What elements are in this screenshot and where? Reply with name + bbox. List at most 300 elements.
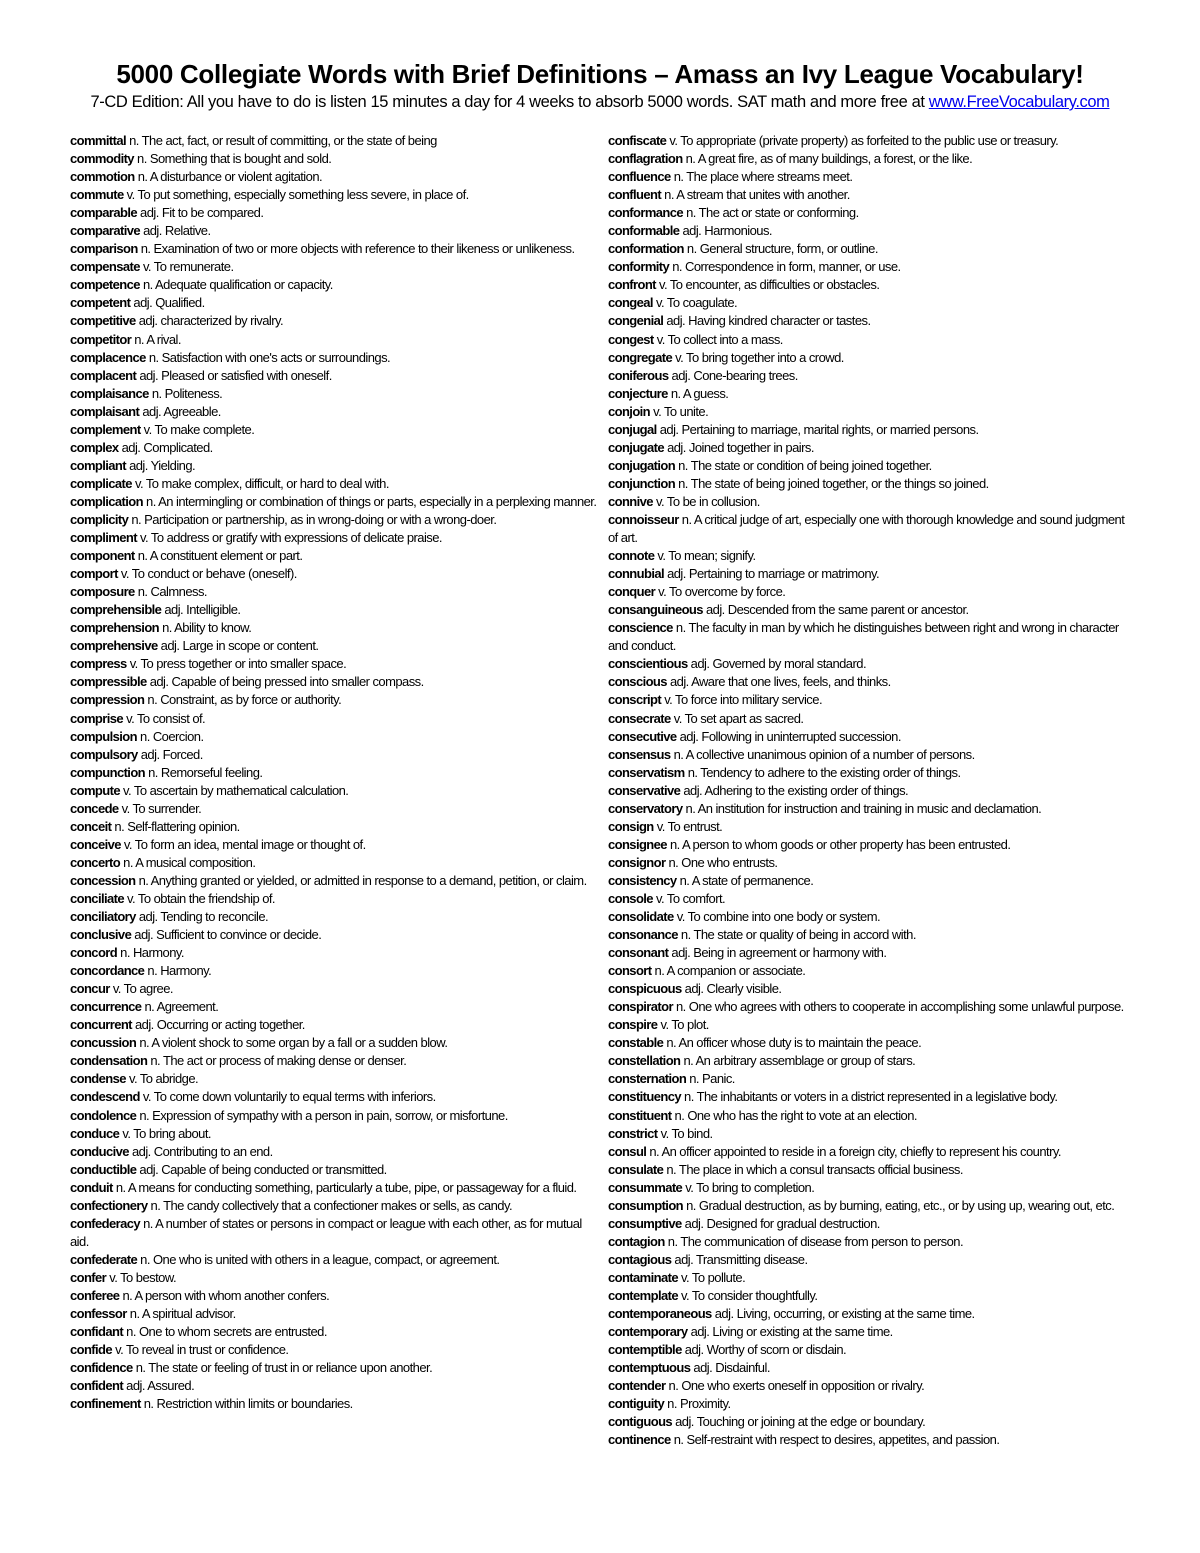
entry-word: conceit [70, 818, 112, 834]
entry-definition: n. The state or condition of being joined together. [678, 457, 932, 473]
page-title: 5000 Collegiate Words with Brief Definitions – Amass an Ivy League Vocabulary! [116, 59, 1084, 89]
entry-word: consonant [608, 945, 669, 961]
entry-word: conscript [608, 692, 662, 708]
word-entry [70, 1143, 598, 1161]
entry-definition: n. The act or state or conforming. [686, 205, 859, 221]
word-entry [608, 132, 1130, 150]
entry-word: connive [608, 493, 653, 509]
word-entry [608, 312, 1130, 330]
word-entry [70, 1179, 598, 1197]
entry-definition: n. The act, fact, or result of committing, or the state of being [129, 133, 437, 148]
entry-word: consecutive [608, 728, 677, 744]
word-entry [70, 583, 598, 601]
entry-definition: adj. Assured. [126, 1378, 195, 1394]
word-entry [70, 367, 598, 385]
entry-word: consanguineous [608, 602, 703, 618]
word-entry [70, 1107, 598, 1125]
word-entry [70, 204, 598, 222]
entry-word: conduce [70, 1125, 120, 1141]
entry-word: conferee [70, 1288, 120, 1303]
word-entry [608, 818, 1130, 836]
entry-word: contiguous [608, 1414, 673, 1430]
entry-word: connubial [608, 566, 664, 582]
word-entry [608, 150, 1130, 168]
entry-definition: v. To address or gratify with expressions of delicate praise. [140, 530, 442, 546]
entry-definition: v. To obtain the friendship of. [127, 890, 275, 906]
word-entry [70, 980, 598, 998]
word-entry [70, 691, 598, 709]
word-entry [70, 294, 598, 312]
word-entry [608, 1034, 1130, 1052]
entry-word: conservative [608, 782, 681, 798]
entry-word: confidant [70, 1324, 124, 1340]
word-entry [70, 1359, 598, 1377]
left-column [70, 132, 598, 1413]
word-entry [70, 1395, 598, 1413]
entry-word: compliment [70, 530, 137, 546]
entry-word: connoisseur [608, 511, 679, 527]
entry-definition: n. The place where streams meet. [673, 169, 853, 185]
entry-definition: v. To overcome by force. [658, 584, 786, 600]
word-entry [70, 222, 598, 240]
entry-definition: adj. Large in scope or content. [160, 638, 319, 654]
word-entry [70, 782, 598, 800]
entry-definition: n. A person with whom another confers. [122, 1288, 330, 1303]
entry-word: constrict [608, 1125, 658, 1141]
entry-definition: n. Politeness. [151, 385, 223, 401]
word-entry [70, 908, 598, 926]
word-entry [70, 565, 598, 583]
word-entry [70, 1269, 598, 1287]
entry-word: commodity [70, 151, 134, 167]
entry-word: conspire [608, 1017, 658, 1033]
entry-definition: adj. Occurring or acting together. [134, 1017, 305, 1033]
entry-word: compressible [70, 674, 147, 690]
word-entry [70, 1070, 598, 1088]
entry-word: confectionery [70, 1197, 148, 1213]
word-entry [70, 1125, 598, 1143]
entry-word: conjoin [608, 403, 651, 419]
entry-word: console [608, 890, 653, 906]
entry-word: consignee [608, 836, 667, 852]
entry-definition: v. To bring to completion. [685, 1179, 815, 1195]
entry-definition: v. To agree. [112, 981, 173, 997]
entry-definition: adj. Sufficient to convince or decide. [134, 927, 322, 943]
entry-word: condolence [70, 1107, 137, 1123]
entry-word: conceive [70, 836, 121, 852]
entry-definition: v. To abridge. [128, 1071, 199, 1087]
entry-definition: n. The faculty in man by which he distinguishes between right and wrong in character and conduct. [608, 620, 1119, 654]
entry-definition: n. The inhabitants or voters in a district represented in a legislative body. [684, 1089, 1058, 1105]
word-entry [70, 890, 598, 908]
word-entry [608, 1413, 1130, 1431]
word-entry [70, 673, 598, 691]
entry-word: competitive [70, 313, 136, 329]
entry-definition: n. Ability to know. [162, 620, 252, 636]
entry-definition: adj. Pertaining to marriage, marital rights, or married persons. [659, 421, 979, 437]
entry-definition: n. Examination of two or more objects with reference to their likeness or unlikeness. [140, 241, 575, 257]
word-entry [608, 1107, 1130, 1125]
entry-definition: v. To bring together into a crowd. [675, 349, 844, 365]
entry-word: confluent [608, 187, 662, 203]
word-entry [608, 1052, 1130, 1070]
entry-definition: n. Correspondence in form, manner, or use. [672, 259, 901, 275]
word-entry [608, 240, 1130, 258]
word-entry [608, 1251, 1130, 1269]
entry-definition: v. To bestow. [109, 1269, 177, 1285]
word-entry [608, 1161, 1130, 1179]
entry-word: comprehensible [70, 602, 162, 618]
word-entry [70, 168, 598, 186]
word-entry [70, 547, 598, 565]
word-entry [608, 980, 1130, 998]
entry-definition: v. To conduct or behave (oneself). [120, 566, 297, 582]
entry-word: comparative [70, 223, 140, 239]
entry-word: compress [70, 656, 127, 672]
entry-word: contemporary [608, 1324, 688, 1340]
word-entry [608, 204, 1130, 222]
entry-word: confide [70, 1342, 113, 1358]
entry-word: congregate [608, 349, 673, 365]
entry-definition: v. To plot. [660, 1017, 709, 1033]
entry-definition: adj. Cone-bearing trees. [671, 367, 798, 383]
entry-word: consulate [608, 1161, 664, 1177]
entry-word: confederate [70, 1251, 138, 1267]
entry-definition: v. To unite. [653, 403, 709, 419]
entry-word: constituent [608, 1107, 672, 1123]
entry-definition: adj. Aware that one lives, feels, and thinks. [669, 674, 891, 690]
word-entry [70, 619, 598, 637]
entry-word: congeal [608, 295, 653, 311]
word-entry [608, 1431, 1130, 1449]
entry-word: confluence [608, 169, 671, 185]
entry-definition: n. A collective unanimous opinion of a number of persons. [673, 746, 975, 762]
entry-definition: v. To make complex, difficult, or hard to deal with. [134, 475, 389, 491]
entry-word: constellation [608, 1053, 681, 1069]
word-entry [608, 1377, 1130, 1395]
entry-word: comprise [70, 710, 124, 726]
entry-definition: adj. Capable of being conducted or transmitted. [139, 1161, 387, 1177]
entry-word: complement [70, 421, 141, 437]
entry-word: concussion [70, 1035, 137, 1051]
entry-word: complacent [70, 367, 137, 383]
entry-word: consternation [608, 1071, 687, 1087]
word-entry [70, 1197, 598, 1215]
entry-word: complacence [70, 349, 146, 365]
entry-definition: v. To collect into a mass. [656, 331, 783, 347]
entry-word: conspirator [608, 999, 673, 1015]
entry-word: concurrence [70, 999, 142, 1015]
entry-definition: n. The state or feeling of trust in or reliance upon another. [135, 1360, 433, 1376]
entry-definition: n. A great fire, as of many buildings, a forest, or the like. [685, 151, 973, 167]
word-entry [70, 1161, 598, 1179]
word-entry [608, 962, 1130, 980]
entry-word: component [70, 548, 135, 564]
entry-definition: v. To comfort. [656, 890, 726, 906]
word-entry [70, 637, 598, 655]
entry-definition: n. Coercion. [140, 728, 204, 744]
entry-word: congest [608, 331, 654, 347]
entry-word: confederacy [70, 1215, 140, 1231]
entry-definition: n. Participation or partnership, as in wrong-doing or with a wrong-doer. [131, 511, 497, 527]
entry-word: coniferous [608, 367, 669, 383]
entry-word: confer [70, 1269, 107, 1285]
word-entry [608, 1088, 1130, 1106]
word-entry [608, 367, 1130, 385]
word-entry [608, 1323, 1130, 1341]
entry-definition: adj. Living or existing at the same time. [690, 1324, 893, 1340]
entry-definition: n. Self-flattering opinion. [114, 818, 240, 834]
word-entry [608, 331, 1130, 349]
word-entry [70, 728, 598, 746]
word-entry [608, 565, 1130, 583]
entry-definition: adj. Following in uninterrupted succession. [679, 728, 901, 744]
word-entry [608, 710, 1130, 728]
entry-definition: adj. Being in agreement or harmony with. [671, 945, 887, 961]
entry-word: conducive [70, 1143, 129, 1159]
entry-definition: adj. Designed for gradual destruction. [684, 1215, 880, 1231]
word-entry [608, 1395, 1130, 1413]
entry-definition: adj. Joined together in pairs. [667, 439, 814, 455]
entry-word: contemplate [608, 1288, 678, 1303]
entry-definition: adj. Having kindred character or tastes. [666, 313, 871, 329]
entry-definition: adj. Descended from the same parent or ancestor. [705, 602, 969, 618]
entry-definition: adj. Intelligible. [164, 602, 241, 618]
entry-definition: v. To consist of. [126, 710, 206, 726]
entry-definition: v. To surrender. [121, 800, 202, 816]
word-entry [608, 475, 1130, 493]
entry-word: conscious [608, 674, 667, 690]
page-header [0, 58, 1200, 113]
word-entry [608, 547, 1130, 565]
entry-word: confessor [70, 1306, 127, 1322]
entry-definition: n. A companion or associate. [654, 963, 806, 979]
word-entry [608, 998, 1130, 1016]
entry-definition: n. Gradual destruction, as by burning, eating, etc., or by using up, wearing out, etc. [686, 1197, 1115, 1213]
entry-definition: n. Something that is bought and sold. [137, 151, 332, 167]
word-entry [608, 800, 1130, 818]
word-entry [70, 439, 598, 457]
word-entry [608, 493, 1130, 511]
entry-definition: adj. characterized by rivalry. [138, 313, 284, 329]
entry-word: contender [608, 1378, 666, 1394]
entry-word: conservatism [608, 764, 685, 780]
entry-definition: n. Expression of sympathy with a person in pain, sorrow, or misfortune. [139, 1107, 508, 1123]
entry-word: contemptible [608, 1342, 682, 1358]
entry-definition: n. Panic. [689, 1071, 735, 1087]
word-entry [608, 926, 1130, 944]
entry-definition: adj. Yielding. [129, 457, 196, 473]
entry-word: complicity [70, 511, 129, 527]
word-entry [608, 1287, 1130, 1305]
entry-definition: adj. Governed by moral standard. [690, 656, 867, 672]
entry-definition: adj. Agreeable. [142, 403, 221, 419]
entry-word: conscientious [608, 656, 688, 672]
entry-definition: n. A disturbance or violent agitation. [137, 169, 323, 185]
word-entry [70, 1323, 598, 1341]
word-entry [70, 385, 598, 403]
word-entry [70, 1215, 598, 1251]
word-entry [608, 1016, 1130, 1034]
subtitle-text: 7-CD Edition: All you have to do is listen 15 minutes a day for 4 weeks to absorb 5000 words. SAT math and more free at [90, 93, 929, 111]
entry-word: conclusive [70, 927, 132, 943]
entry-definition: v. To set apart as sacred. [673, 710, 804, 726]
word-entry [608, 601, 1130, 619]
entry-definition: adj. Relative. [143, 223, 211, 239]
word-entry [608, 1215, 1130, 1233]
entry-definition: v. To mean; signify. [657, 548, 756, 564]
word-entry [70, 962, 598, 980]
word-entry [608, 1233, 1130, 1251]
entry-definition: adj. Clearly visible. [684, 981, 782, 997]
entry-word: complaisant [70, 403, 140, 419]
entry-definition: n. The place in which a consul transacts official business. [666, 1161, 963, 1177]
entry-word: compute [70, 782, 120, 798]
entry-definition: n. An officer whose duty is to maintain the peace. [666, 1035, 922, 1051]
website-link[interactable]: www.FreeVocabulary.com [928, 93, 1110, 111]
entry-word: complaisance [70, 385, 149, 401]
entry-word: concordance [70, 963, 145, 979]
entry-definition: adj. Fit to be compared. [140, 205, 264, 221]
word-entry [70, 276, 598, 294]
entry-definition: n. A person to whom goods or other property has been entrusted. [669, 836, 1011, 852]
word-entry [608, 764, 1130, 782]
entry-definition: v. To consider thoughtfully. [681, 1288, 818, 1303]
word-entry [70, 1251, 598, 1269]
word-entry [608, 1305, 1130, 1323]
entry-word: constable [608, 1035, 664, 1051]
word-entry [608, 1070, 1130, 1088]
word-entry [70, 240, 598, 258]
entry-definition: n. Satisfaction with one's acts or surroundings. [148, 349, 391, 365]
word-entry [70, 1287, 598, 1305]
word-entry [608, 168, 1130, 186]
entry-definition: n. An arbitrary assemblage or group of stars. [683, 1053, 916, 1069]
word-entry [608, 403, 1130, 421]
word-entry [608, 1197, 1130, 1215]
entry-word: complicate [70, 475, 132, 491]
entry-word: conflagration [608, 151, 683, 167]
word-entry [70, 710, 598, 728]
entry-definition: n. The candy collectively that a confectioner makes or sells, as candy. [150, 1197, 513, 1213]
word-entry [70, 403, 598, 421]
entry-word: compensate [70, 259, 140, 275]
entry-word: confront [608, 277, 656, 293]
entry-word: contagion [608, 1233, 665, 1249]
entry-word: confiscate [608, 133, 667, 148]
entry-definition: adj. Adhering to the existing order of things. [683, 782, 909, 798]
word-entry [70, 854, 598, 872]
entry-word: contagious [608, 1251, 672, 1267]
entry-word: confinement [70, 1396, 141, 1412]
word-entry [70, 764, 598, 782]
entry-word: connote [608, 548, 655, 564]
word-entry [608, 1359, 1130, 1377]
entry-definition: adj. Transmitting disease. [674, 1251, 808, 1267]
entry-word: condescend [70, 1089, 140, 1105]
word-entry [70, 186, 598, 204]
entry-definition: v. To entrust. [656, 818, 723, 834]
word-entry [70, 800, 598, 818]
word-entry [608, 908, 1130, 926]
entry-word: conjugal [608, 421, 657, 437]
entry-definition: n. Constraint, as by force or authority. [147, 692, 342, 708]
word-entry [70, 1052, 598, 1070]
entry-word: complication [70, 493, 143, 509]
entry-definition: n. One who entrusts. [668, 854, 778, 870]
entry-definition: n. A violent shock to some organ by a fall or a sudden blow. [139, 1035, 448, 1051]
entry-word: consumption [608, 1197, 684, 1213]
word-entry [608, 872, 1130, 890]
entry-definition: n. One who exerts oneself in opposition or rivalry. [668, 1378, 925, 1394]
entry-definition: n. The act or process of making dense or denser. [150, 1053, 407, 1069]
entry-definition: v. To force into military service. [664, 692, 823, 708]
entry-word: continence [608, 1432, 671, 1448]
entry-word: conductible [70, 1161, 137, 1177]
word-entry [608, 349, 1130, 367]
entry-definition: n. The state or quality of being in accord with. [680, 927, 916, 943]
entry-definition: n. An intermingling or combination of things or parts, especially in a perplexing manner. [146, 493, 597, 509]
entry-word: consummate [608, 1179, 683, 1195]
word-entry [70, 475, 598, 493]
word-entry [608, 276, 1130, 294]
entry-word: compliant [70, 457, 126, 473]
entry-definition: n. Agreement. [144, 999, 219, 1015]
entry-definition: n. A constituent element or part. [137, 548, 303, 564]
entry-word: conciliate [70, 890, 124, 906]
entry-definition: adj. Touching or joining at the edge or boundary. [675, 1414, 926, 1430]
word-entry [70, 331, 598, 349]
word-entry [70, 872, 598, 890]
entry-definition: n. The communication of disease from person to person. [667, 1233, 964, 1249]
entry-word: condense [70, 1071, 126, 1087]
entry-definition: n. A number of states or persons in compact or league with each other, as for mutual aid. [70, 1215, 582, 1249]
word-entry [608, 421, 1130, 439]
entry-word: consolidate [608, 909, 674, 925]
word-entry [70, 1034, 598, 1052]
word-entry [608, 746, 1130, 764]
entry-definition: adj. Disdainful. [693, 1360, 770, 1376]
word-entry [608, 294, 1130, 312]
entry-definition: adj. Complicated. [121, 439, 213, 455]
word-entry [70, 655, 598, 673]
word-entry [70, 944, 598, 962]
entry-word: confidence [70, 1360, 133, 1376]
entry-word: concerto [70, 854, 121, 870]
entry-definition: adj. Living, occurring, or existing at the same time. [714, 1306, 975, 1322]
word-entry [608, 691, 1130, 709]
entry-word: constituency [608, 1089, 681, 1105]
entry-word: competence [70, 277, 140, 293]
entry-word: compulsion [70, 728, 137, 744]
entry-definition: n. A critical judge of art, especially one with thorough knowledge and sound judgment of art. [608, 511, 1125, 546]
word-entry [608, 222, 1130, 240]
entry-word: concede [70, 800, 119, 816]
entry-definition: n. A stream that unites with another. [664, 187, 850, 203]
entry-definition: n. The state of being joined together, or the things so joined. [678, 475, 989, 491]
word-entry [608, 439, 1130, 457]
entry-word: conformation [608, 241, 684, 257]
entry-word: comparison [70, 241, 138, 257]
word-entry [608, 655, 1130, 673]
entry-word: commute [70, 187, 124, 203]
entry-definition: v. To press together or into smaller space. [129, 656, 347, 672]
entry-word: compulsory [70, 746, 138, 762]
entry-word: comparable [70, 205, 137, 221]
word-entry [70, 457, 598, 475]
entry-word: comprehension [70, 620, 159, 636]
entry-definition: v. To combine into one body or system. [676, 909, 881, 925]
